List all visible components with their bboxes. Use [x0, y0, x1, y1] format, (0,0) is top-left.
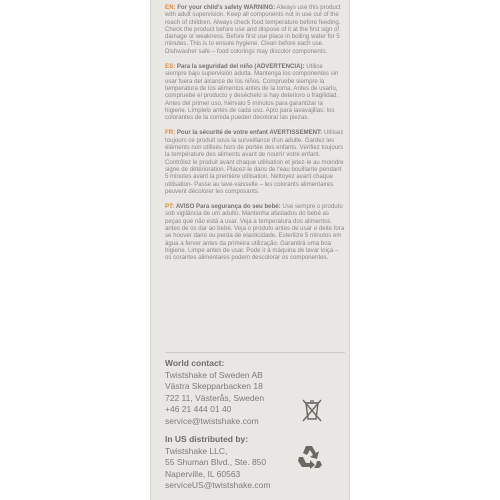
contact-line: +46 21 444 01 40 [165, 404, 232, 414]
warning-fr [165, 129, 345, 195]
contact-line: Naperville, IL 60563 [165, 468, 241, 479]
world-contact-title: World contact: [165, 358, 225, 368]
warning-heading: AVISO Para segurança do seu bebé: [175, 203, 281, 211]
contact-line: 55 Shuman Blvd., Ste. 850 [165, 457, 267, 467]
warning-en [165, 4, 345, 55]
lang-code: PT: [165, 203, 175, 211]
packaging-panel [150, 0, 350, 500]
safety-warnings [165, 4, 345, 270]
lang-code: EN: [165, 4, 176, 11]
warning-heading: For your child's safety WARNING: [177, 4, 276, 11]
warning-es [165, 63, 345, 121]
lang-code: FR: [165, 129, 176, 137]
warning-body: Utilisez toujours ce produit sous la surveillance d'un adulte. Gardez les éléments non utilisés hors de portée des enfants. Vérifiez toujours la température des aliments avant de nourrir votre enfant. Contrôlez le produit avant chaque utilisation et jetez-le au moindre signe de détérioration. Placez-le dans de l'eau bouillante pendant 5 minutes avant la première utilisation. Nettoyez avant chaque utilisation- Passe au lave-vaisselle – les colorants alimentaires peuvent décolorer les composants. [165, 129, 344, 195]
warning-body: Use sempre o produto sob vigilância de um adulto. Mantenha afastados do bebé as peças que não está a usar. Veja a temperatura dos alimentos antes de os dar ao bebé. Veja o produto antes de usar e deite fora se houver dano ou perda de elasticidade. Esterilize 5 minutos em água a ferver antes da primeira utilização. Garantirá uma boa higiene. Limpe antes de usar. Pode ir à máquina de lavar loiça – os corantes alimentares podem descolorar os componentes. [165, 203, 345, 262]
contact-email: serviceUS@twistshake.com [165, 480, 271, 490]
contact-line: 722 11, Västerås, Sweden [165, 392, 265, 403]
warning-body: Always use this product with adult supervision. Keep all components not in use out of the reach of children. Always check food temperature before feeding. Check the product before use and dispose of it at the first sign of damage or weakness. Before first use place in boiling water for 5 minutes. This is to ensure hygiene. Clean before each use. Dishwasher safe – food colorings may discolor components. [165, 4, 341, 55]
contact-email: service@twistshake.com [165, 415, 259, 426]
contact-line: Twistshake LLC, [165, 445, 228, 456]
warning-pt [165, 203, 345, 261]
contact-line: Twistshake of Sweden AB [165, 369, 263, 380]
divider [165, 352, 345, 353]
contact-line: Västra Skepparbacken 18 [165, 381, 263, 391]
lang-code: ES: [165, 63, 176, 71]
warning-heading: Para la seguridad del niño (ADVERTENCIA): [176, 63, 305, 71]
warning-heading: Pour la sécurité de votre enfant AVERTISSEMENT: [176, 129, 323, 137]
recycle-icon [295, 444, 323, 475]
warning-body: Utilice siempre bajo supervisión adulta. Mantenga los componentes sin usar fuera del alcance de los niños. Compruebe siempre la temperatura de los alimentos antes de la toma. Antes de usarlo, compruebe el producto y deséchelo si hay deterioro o fragilidad. Antes del primer uso, hiérvalo 5 minutos para garantizar la higiene. Límpielo antes de cada uso. Apto para lavavajillas: los colorantes de la comida pueden decolorar las piezas. [165, 63, 339, 122]
us-contact-title: In US distributed by: [165, 434, 249, 444]
waste-bin-crossed-icon [301, 396, 323, 429]
